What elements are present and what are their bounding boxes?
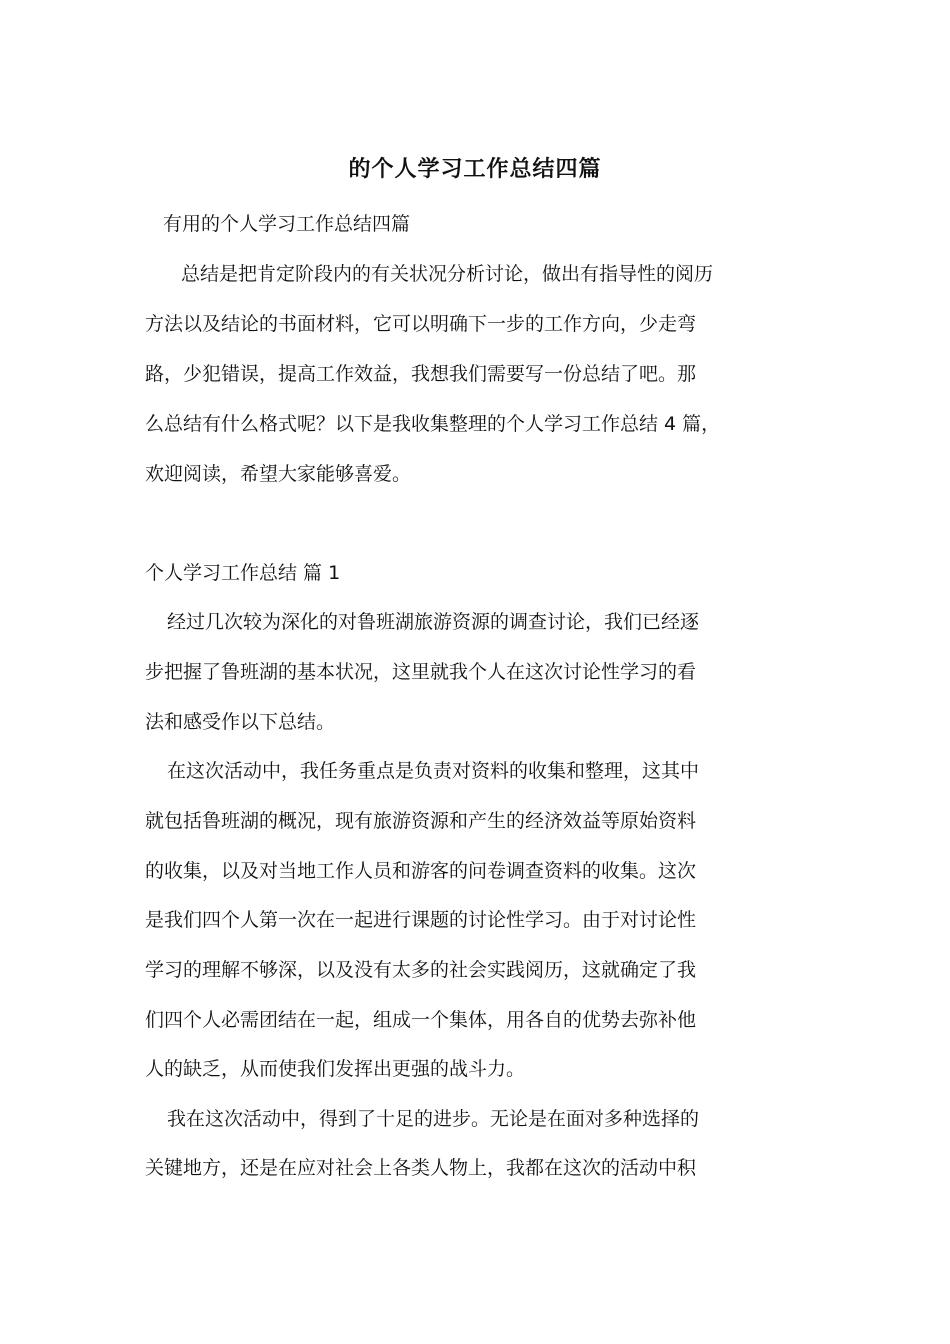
intro-line: 方法以及结论的书面材料，它可以明确下一步的工作方向，少走弯 [145, 313, 697, 335]
paragraph-line: 我在这次活动中，得到了十足的进步。无论是在面对多种选择的 [167, 1108, 700, 1130]
paragraph-line: 经过几次较为深化的对鲁班湖旅游资源的调查讨论，我们已经逐 [167, 611, 700, 633]
intro-line: 么总结有什么格式呢？以下是我收集整理的个人学习工作总结 4 篇， [145, 413, 721, 435]
paragraph-line: 们四个人必需团结在一起，组成一个集体，用各自的优势去弥补他 [145, 1009, 697, 1031]
paragraph-line: 就包括鲁班湖的概况，现有旅游资源和产生的经济效益等原始资料 [145, 810, 697, 832]
paragraph-line: 步把握了鲁班湖的基本状况，这里就我个人在这次讨论性学习的看 [145, 661, 697, 683]
paragraph-line: 的收集，以及对当地工作人员和游客的问卷调查资料的收集。这次 [145, 860, 697, 882]
intro-line: 路，少犯错误，提高工作效益，我想我们需要写一份总结了吧。那 [145, 363, 697, 385]
document-subtitle: 有用的个人学习工作总结四篇 [163, 213, 411, 235]
intro-line: 欢迎阅读，希望大家能够喜爱。 [145, 463, 412, 485]
paragraph-line: 在这次活动中，我任务重点是负责对资料的收集和整理，这其中 [167, 760, 700, 782]
intro-line: 总结是把肯定阶段内的有关状况分析讨论，做出有指导性的阅历 [181, 263, 714, 285]
document-title: 的个人学习工作总结四篇 [348, 157, 602, 182]
section-heading: 个人学习工作总结 篇 1 [145, 562, 341, 584]
paragraph-line: 是我们四个人第一次在一起进行课题的讨论性学习。由于对讨论性 [145, 909, 697, 931]
paragraph-line: 学习的理解不够深，以及没有太多的社会实践阅历，这就确定了我 [145, 959, 697, 981]
paragraph-line: 人的缺乏，从而使我们发挥出更强的战斗力。 [145, 1058, 526, 1080]
paragraph-line: 法和感受作以下总结。 [145, 711, 336, 733]
paragraph-line: 关键地方，还是在应对社会上各类人物上，我都在这次的活动中积 [145, 1157, 697, 1179]
